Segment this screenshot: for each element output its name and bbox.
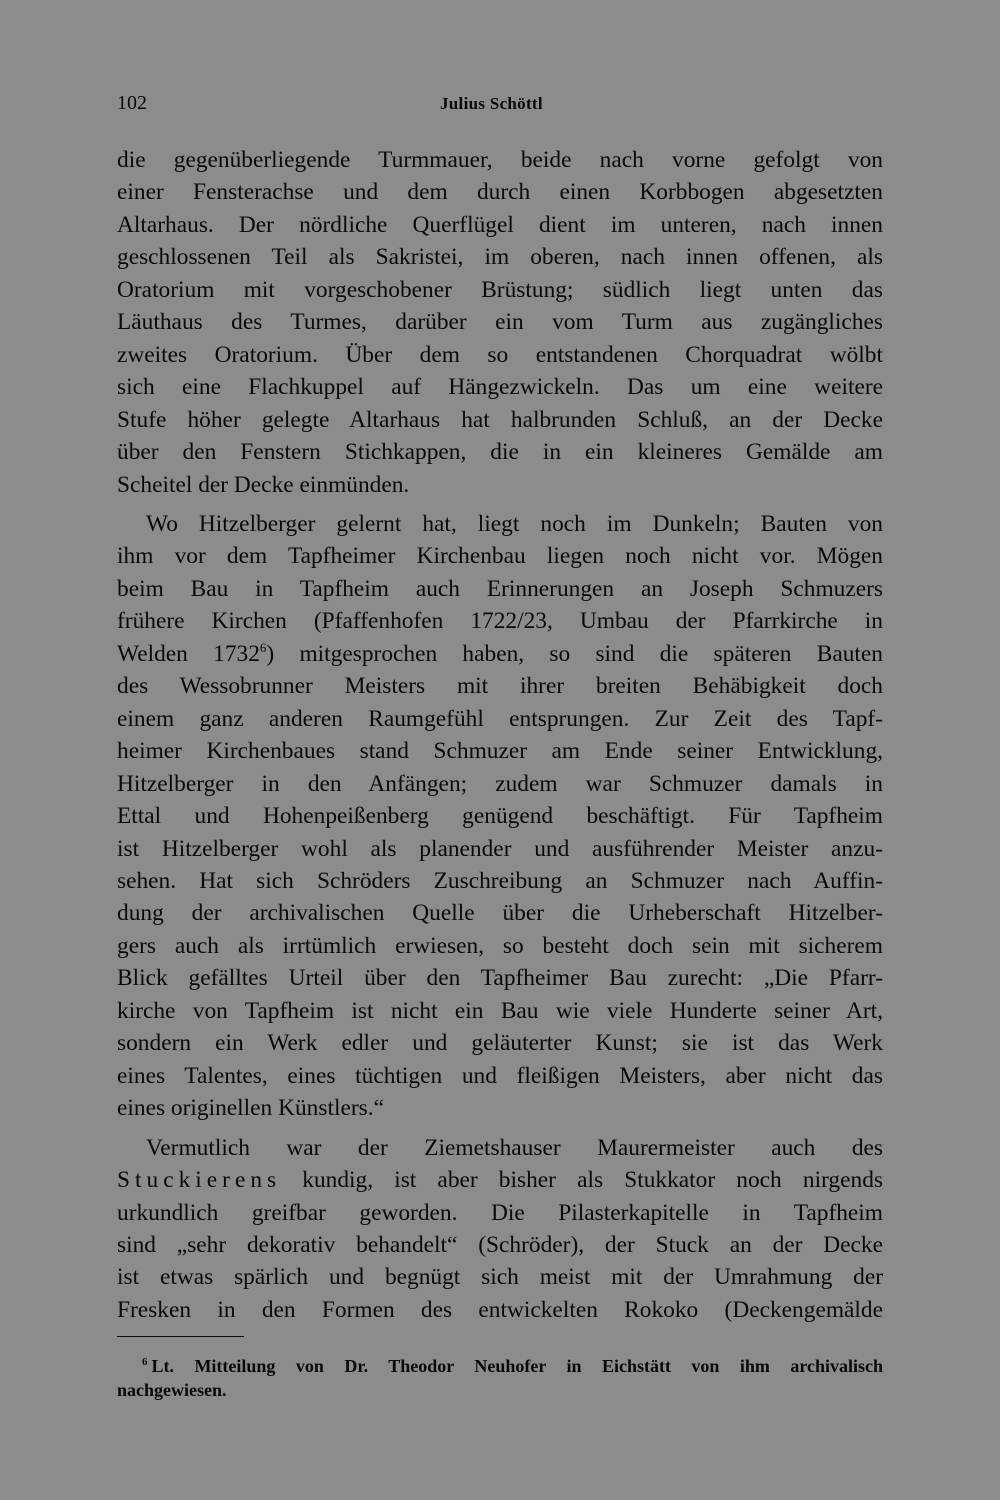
text-line: ist etwas spärlich und begnügt sich meist mit der Umrahmung der <box>117 1264 883 1291</box>
text-line: zweites Oratorium. Über dem so entstandenen Chorquadrat wölbt <box>117 341 883 368</box>
text-line: Scheitel der Decke einmünden. <box>117 471 410 498</box>
text-line: ihm vor dem Tapfheimer Kirchenbau liegen noch nicht vor. Mögen <box>117 543 883 570</box>
text-fragment: Welden 1732 <box>117 640 260 667</box>
text-line: eines originellen Künstlers.“ <box>117 1095 384 1122</box>
text-line: heimer Kirchenbaues stand Schmuzer am Ende seiner Entwicklung, <box>117 738 883 765</box>
text-line: dung der archivalischen Quelle über die Urheberschaft Hitzelber- <box>117 900 883 927</box>
text-line: beim Bau in Tapfheim auch Erinnerungen an Joseph Schmuzers <box>117 575 883 602</box>
text-line: frühere Kirchen (Pfaffenhofen 1722/23, Umbau der Pfarrkirche in <box>117 608 883 635</box>
footnote-reference: 6 <box>259 640 267 655</box>
text-line: die gegenüberliegende Turmmauer, beide nach vorne gefolgt von <box>117 147 883 173</box>
text-line: geschlossenen Teil als Sakristei, im oberen, nach innen offenen, als <box>117 244 883 271</box>
text-line: Vermutlich war der Ziemetshauser Maurermeister auch des <box>146 1134 883 1161</box>
text-line: ist Hitzelberger wohl als planender und ausführender Meister anzu- <box>117 835 883 862</box>
footnote-marker: 6 <box>142 1356 148 1368</box>
footnote-line: nachgewiesen. <box>117 1380 227 1400</box>
paragraph-3 <box>117 1132 883 1327</box>
emphasized-word: Stuckierens <box>117 1167 282 1194</box>
text-line: urkundlich greifbar geworden. Die Pilasterkapitelle in Tapfheim <box>117 1199 883 1226</box>
body-text <box>117 144 883 1326</box>
text-line: sich eine Flachkuppel auf Hängezwickeln. Das um eine weitere <box>117 374 883 401</box>
text-line: sehen. Hat sich Schröders Zuschreibung an Schmuzer nach Auffin- <box>117 867 883 894</box>
text-line: einer Fensterachse und dem durch einen Korbbogen abgesetzten <box>117 179 883 206</box>
text-line: einem ganz anderen Raumgefühl entsprungen. Zur Zeit des Tapf- <box>117 705 883 732</box>
text-line: Oratorium mit vorgeschobener Brüstung; südlich liegt unten das <box>117 276 883 303</box>
text-line: des Wessobrunner Meisters mit ihrer breiten Behäbigkeit doch <box>117 673 883 700</box>
footnote-divider <box>117 1336 244 1337</box>
text-fragment: kundig, ist aber bisher als Stukkator noch nirgends <box>281 1167 883 1194</box>
text-line-with-footnote-ref <box>117 638 883 670</box>
text-line: kirche von Tapfheim ist nicht ein Bau wie viele Hunderte seiner Art, <box>117 997 883 1024</box>
running-title: Julius Schöttl <box>440 94 543 113</box>
text-line: sondern ein Werk edler und geläuterter Kunst; sie ist das Werk <box>117 1030 883 1057</box>
footnote-line <box>117 1354 883 1378</box>
text-line: gers auch als irrtümlich erwiesen, so besteht doch sein mit sicherem <box>117 932 883 959</box>
text-line: eines Talentes, eines tüchtigen und fleißigen Meisters, aber nicht das <box>117 1062 883 1089</box>
footnote-text: Lt. Mitteilung von Dr. Theodor Neuhofer in Eichstätt von ihm archivalisch <box>151 1356 883 1376</box>
text-fragment: ) mitgesprochen haben, so sind die späteren Bauten <box>266 640 883 667</box>
text-line: Ettal und Hohenpeißenberg genügend beschäftigt. Für Tapfheim <box>117 803 883 830</box>
text-line: Fresken in den Formen des entwickelten Rokoko (Deckengemälde <box>117 1296 883 1323</box>
text-line: sind „sehr dekorativ behandelt“ (Schröder), der Stuck an der Decke <box>117 1231 883 1258</box>
paragraph-1 <box>117 144 883 501</box>
text-line: Wo Hitzelberger gelernt hat, liegt noch im Dunkeln; Bauten von <box>146 510 883 537</box>
text-line: Stufe höher gelegte Altarhaus hat halbrunden Schluß, an der Decke <box>117 406 883 433</box>
text-line: Blick gefälltes Urteil über den Tapfheimer Bau zurecht: „Die Pfarr- <box>117 965 883 992</box>
text-line: Hitzelberger in den Anfängen; zudem war Schmuzer damals in <box>117 770 883 797</box>
text-line: Läuthaus des Turmes, darüber ein vom Turm aus zugängliches <box>117 309 883 336</box>
text-line: Altarhaus. Der nördliche Querflügel dient im unteren, nach innen <box>117 211 883 238</box>
footnote <box>117 1354 883 1402</box>
text-line-with-emphasis <box>117 1164 883 1196</box>
text-line: über den Fenstern Stichkappen, die in ein kleineres Gemälde am <box>117 439 883 466</box>
page-number: 102 <box>117 92 147 114</box>
paragraph-2 <box>117 508 883 1125</box>
